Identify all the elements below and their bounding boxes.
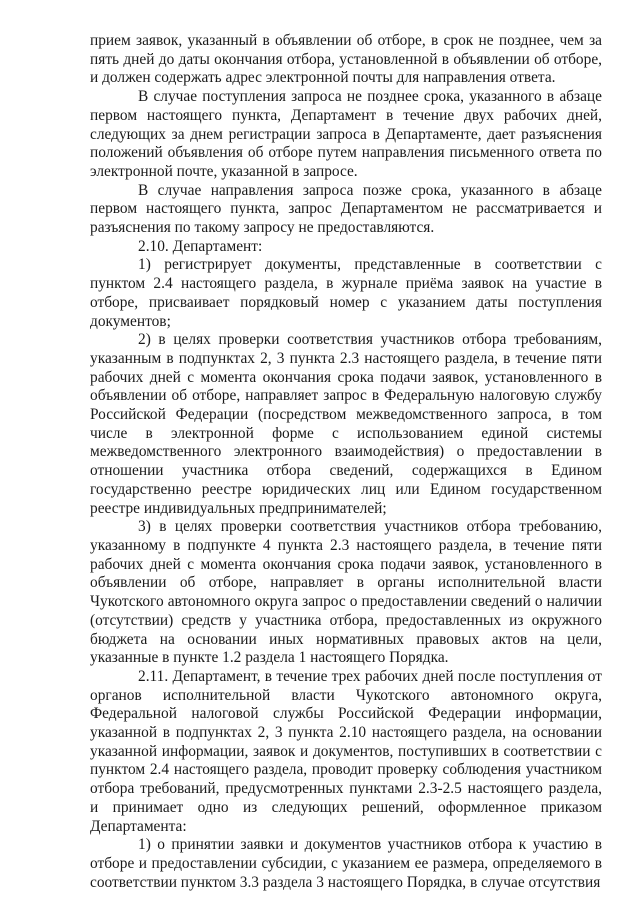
list-item-2-10-1: 1) регистрирует документы, представленные в соответствии с пунктом 2.4 настоящего раздела, в журнале приёма заявок на участие в отборе, присваивает порядковый номер с указанием даты поступления документов; [90,256,602,330]
document-page [90,32,602,892]
paragraph-continuation: прием заявок, указанный в объявлении об отборе, в срок не позднее, чем за пять дней до даты окончания отбора, установленной в объявлении об отборе, и должен содержать адрес электронной почты для направления ответа. [90,32,602,87]
list-item-2-10-3: 3) в целях проверки соответствия участников отбора требованию, указанному в подпункте 4 пункта 2.3 настоящего раздела, в течение пяти рабочих дней с момента окончания срока подачи заявок, установленного в объявлении об отборе, направляет в органы исполнительной власти Чукотского автономного округа запрос о предоставлении сведений о наличии (отсутствии) средств у участника отбора, предоставленных из окружного бюджета на основании иных нормативных правовых актов на цели, указанные в пункте 1.2 раздела 1 настоящего Порядка. [90,518,602,667]
section-2-11: 2.11. Департамент, в течение трех рабочих дней после поступления от органов исполнительной власти Чукотского автономного округа, Федеральной налоговой службы Российской Федерации информации, указанной в подпунктах 2, 3 пункта 2.10 настоящего раздела, на основании указанной информации, заявок и документов, поступивших в соответствии с пунктом 2.4 настоящего раздела, проводит проверку соблюдения участником отбора требований, предусмотренных пунктами 2.3-2.5 настоящего раздела, и принимает одно из следующих решений, оформленное приказом Департамента: [90,667,602,835]
list-item-2-10-2: 2) в целях проверки соответствия участников отбора требованиям, указанным в подпунктах 2, 3 пункта 2.3 настоящего раздела, в течение пяти рабочих дней с момента окончания срока подачи заявок, установленного в объявлении об отборе, направляет запрос в Федеральную налоговую службу Российской Федерации (посредством межведомственного запроса, в том числе в электронной форме с использованием единой системы межведомственного электронного взаимодействия) о предоставлении в отношении участника отбора сведений, содержащихся в Едином государственно реестре юридических лиц или Едином государственном реестре индивидуальных предпринимателей; [90,331,602,517]
list-item-2-11-1: 1) о принятии заявки и документов участников отбора к участию в отборе и предоставлении субсидии, с указанием ее размера, определяемого в соответствии пунктом 3.3 раздела 3 настоящего Порядка, в случае отсутствия [90,836,602,891]
section-heading-2-10: 2.10. Департамент: [138,237,263,255]
paragraph-clarification-timely: В случае поступления запроса не позднее срока, указанного в абзаце первом настоящего пункта, Департамент в течение двух рабочих дней, следующих за днем регистрации запроса в Департаменте, дает разъяснения положений объявления об отборе путем направления письменного ответа по электронной почте, указанной в запросе. [90,88,602,180]
paragraph-clarification-late: В случае направления запроса позже срока, указанного в абзаце первом настоящего пункта, запрос Департаментом не рассматривается и разъяснения по такому запросу не предоставляются. [90,181,602,237]
